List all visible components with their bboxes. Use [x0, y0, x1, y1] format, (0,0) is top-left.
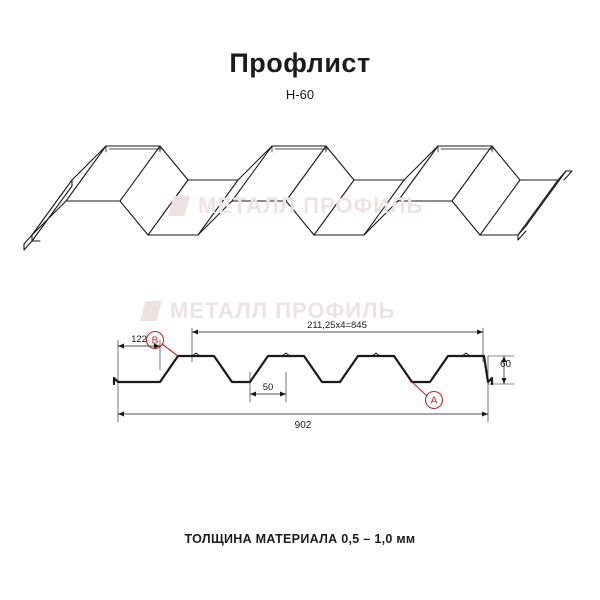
dim-height: 60	[500, 359, 512, 370]
dim-flange: 122	[131, 334, 147, 345]
watermark-text: МЕТАЛЛ ПРОФИЛЬ	[170, 298, 396, 323]
dim-valley: 50	[262, 382, 274, 393]
dim-top-span: 211,25х4=845	[307, 320, 367, 331]
callout-a-label: A	[430, 395, 438, 407]
material-thickness-note: ТОЛЩИНА МАТЕРИАЛА 0,5 – 1,0 мм	[184, 532, 416, 546]
callout-b-label: B	[151, 335, 159, 347]
product-model: Н-60	[285, 87, 315, 102]
isometric-profile-illustration	[10, 120, 590, 270]
watermark-text: МЕТАЛЛ ПРОФИЛЬ	[198, 193, 424, 218]
dim-overall-width: 902	[294, 420, 312, 431]
page-title: Профлист	[229, 48, 371, 78]
cross-section-drawing	[100, 310, 520, 445]
